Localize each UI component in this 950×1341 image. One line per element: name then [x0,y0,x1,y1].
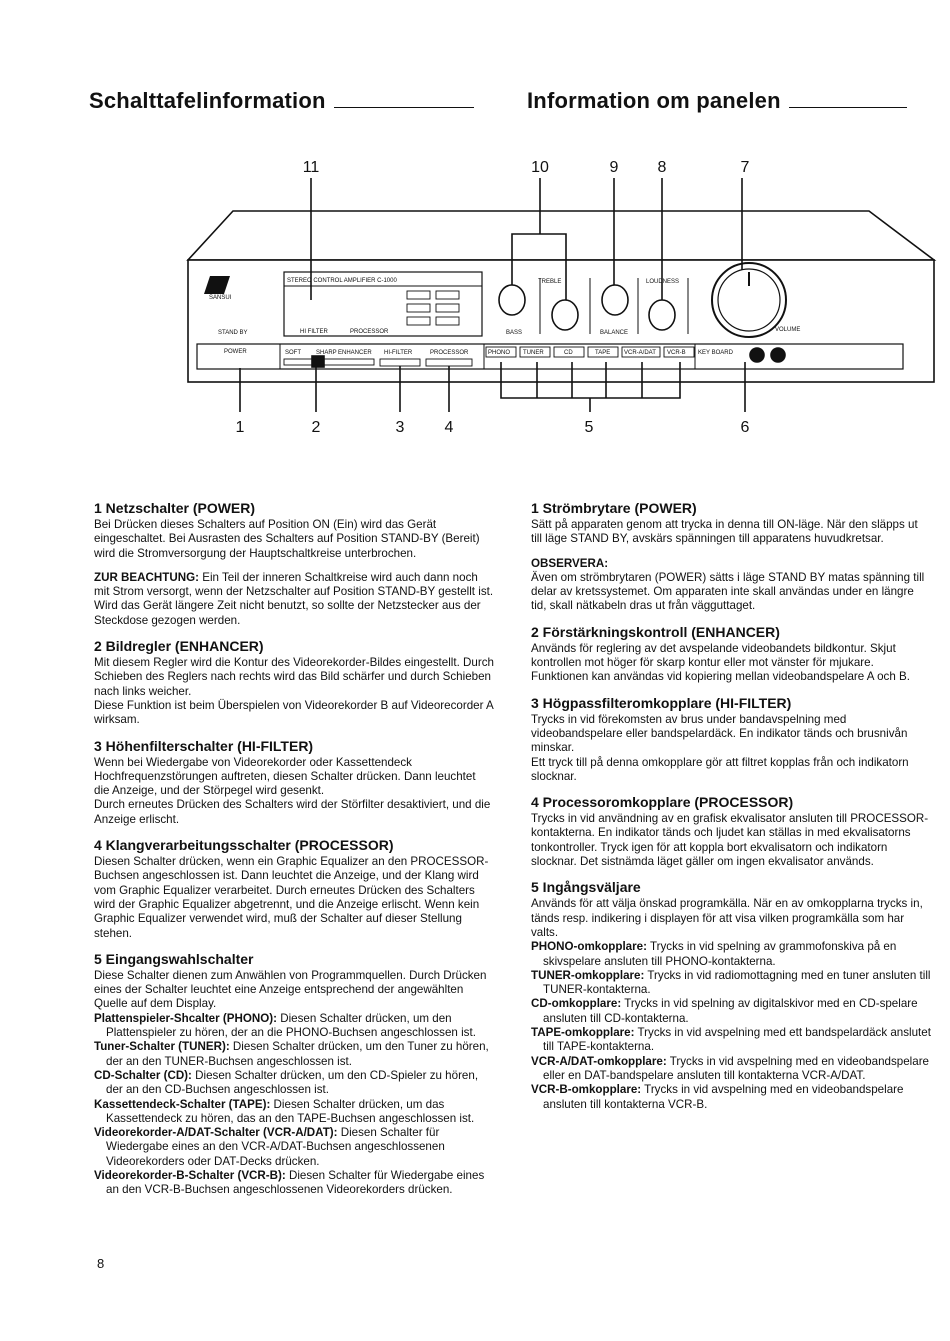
label-cd: CD [564,350,573,356]
label-brand: SANSUI [209,295,232,301]
section-hifilter-sv [531,695,931,784]
label-keyboard: KEY BOARD [698,350,733,356]
note-paragraph [94,571,494,628]
list-item: Kassettendeck-Schalter (TAPE): Diesen Schalter drücken, um das Kassettendeck zu hören, das an den TAPE-Buchsen angeschlossen ist. [94,1097,475,1125]
callout-6: 6 [740,419,750,436]
heading-german [89,88,474,114]
section-input-de [94,951,494,1198]
section-processor-de [94,837,494,941]
section-body: Diese Schalter dienen zum Anwählen von Programmquellen. Durch Drücken eines der Schalter leuchtet eine Anzeige entsprechend der angewählten Quelle auf dem Display. [94,968,487,1011]
callout-3: 3 [395,419,405,436]
callout-2: 2 [311,419,321,436]
list-item: VCR-A/DAT-omkopplare: Trycks in vid avspelning med en videobandspelare eller en DAT-bandspelare ansluten till kontakterna VCR-A/DAT. [531,1054,930,1082]
section-title: 1 Netzschalter (POWER) [94,500,256,516]
note-text: Ein Teil der inneren Schaltkreise wird auch dann noch mit Strom versorgt, wenn der Netzschalter auf Position STAND-BY gestellt ist. Wird das Gerät längere Zeit nicht benutzt, so sollte der Netzstecker aus der Steckdose gezogen werden. [94,570,494,627]
list-item: TAPE-omkopplare: Trycks in vid avspelning med ett bandspelardäck anslutet till TAPE-kontakterna. [531,1026,931,1054]
section-title: 2 Förstärkningskontroll (ENHANCER) [531,623,780,640]
label-phono: PHONO [488,350,511,356]
list-item: CD-omkopplare: Trycks in vid spelning av digitalskivor med en CD-spelare ansluten till CD-kontakterna. [531,997,918,1025]
section-title: 4 Processoromkopplare (PROCESSOR) [531,794,794,811]
note-label: OBSERVERA: [531,556,609,570]
label-hifilter: HI-FILTER [384,350,413,356]
section-title: 1 Strömbrytare (POWER) [531,500,697,516]
callout-9: 9 [609,159,619,176]
callout-5: 5 [584,419,594,436]
label-enhancer: ENHANCER [338,350,372,356]
label-model: STEREO CONTROL AMPLIFIER C-1000 [287,278,397,284]
section-enhancer-sv [531,624,931,685]
section-title: 2 Bildregler (ENHANCER) [94,638,264,655]
callout-4: 4 [444,419,454,436]
label-tuner: TUNER [523,350,544,356]
label-hifilter-ind: HI FILTER [300,329,328,335]
callout-10: 10 [531,159,549,176]
label-power: POWER [224,349,247,355]
german-column [94,500,494,1208]
callout-7: 7 [740,159,750,176]
section-hifilter-de [94,738,494,827]
list-item: Plattenspieler-Shcalter (PHONO): Diesen Schalter drücken, um den Plattenspieler zu hören, der an die PHONO-Buchsen angeschlossen ist. [94,1011,476,1040]
label-balance: BALANCE [600,330,629,336]
section-body: Används för att välja önskad programkälla. När en av omkopplarna trycks in, tänds resp. indikering i displayen för att visa vilken programkälla som har valts. [531,897,923,939]
section-title: 5 Ingångsväljare [531,879,641,896]
label-bass: BASS [506,330,523,336]
section-body: Wenn bei Wiedergabe von Videorekorder oder Kassettendeck Hochfrequenzstörungen auftreten, diesen Schalter drücken. Dann leuchtet die Anzeige, und der Störpegel wird gesenkt. [94,755,476,798]
list-item: VCR-B-omkopplare: Trycks in vid avspelning med en videobandspelare ansluten till kontakterna VCR-B. [531,1083,904,1111]
section-body: Diese Funktion ist beim Überspielen von Videorekorder B auf Videorecorder A wirksam. [94,698,494,727]
page-number: 8 [97,1256,105,1271]
label-vcra: VCR-A/DAT [624,350,656,356]
section-processor-sv [531,794,931,869]
section-title: 3 Höhenfilterschalter (HI-FILTER) [94,737,314,754]
front-panel-diagram [0,140,950,440]
heading-swedish [527,88,907,114]
list-item: Videorekorder-B-Schalter (VCR-B): Diesen Schalter für Wiedergabe eines an den VCR-B-Buchsen angeschlossenen Videorekorders drücken. [94,1168,485,1197]
label-processor: PROCESSOR [430,350,469,356]
section-body: Trycks in vid förekomsten av brus under bandavspelning med videobandspelare eller bandspelardäck. En indikator tänds och brusnivån minskar. [531,712,908,755]
section-body: Bei Drücken dieses Schalters auf Position ON (Ein) wird das Gerät eingeschaltet. Bei Ausrasten des Schalters auf Position STAND-BY (Bereit) wird die Stromversorgung der Hauptschaltkreise unterbrochen. [94,518,480,560]
section-enhancer-de [94,638,494,727]
heading-swedish-text: Information om panelen [527,88,781,113]
heading-rule [334,107,474,108]
label-volume: VOLUME [775,327,801,333]
list-item: Videorekorder-A/DAT-Schalter (VCR-A/DAT): Diesen Schalter für Wiedergabe eines an den VCR-A/DAT-Buchsen angeschlossenen Videorekorders oder DAT-Decks drücken. [94,1126,445,1168]
section-body: Funktionen kan användas vid kopiering mellan videobandspelare A och B. [531,670,910,684]
label-treble: TREBLE [538,279,562,285]
section-input-sv [531,879,931,1111]
section-title: 3 Högpassfilteromkopplare (HI-FILTER) [531,694,792,711]
heading-german-text: Schalttafelinformation [89,88,326,113]
label-tape: TAPE [595,350,611,356]
list-item: CD-Schalter (CD): Diesen Schalter drücken, um den CD-Spieler zu hören, der an den CD-Buchsen angeschlossen ist. [94,1068,479,1097]
panel-top [188,211,934,260]
section-power-sv [531,500,931,547]
section-body: Används för reglering av det avspelande videobandets bildkontur. Skjut kontrollen mot höger för skarp kontur eller mot vänster för mjukare. [531,641,896,670]
section-body: Durch erneutes Drücken des Schalters wird der Störfilter desaktiviert, und die Anzeige erlischt. [94,798,491,826]
section-title: 5 Eingangswahlschalter [94,950,254,967]
section-body: Diesen Schalter drücken, wenn ein Graphic Equalizer an den PROCESSOR-Buchsen angeschlossen ist. Dann leuchtet die Anzeige, und der Klang wird vom Graphic Equalizer verarbeitet. Durch erneutes Drücken des Schalters wird der Graphic Equalizer abgetrennt, und die Anzeige erlischt. Wenn kein Graphic Equalizer verwendet wird, muß der Schalter auf dieser Stellung stehen. [94,855,489,940]
callout-1: 1 [235,419,245,436]
label-soft: SOFT [285,350,301,356]
label-vcrb: VCR-B [667,350,686,356]
callout-8: 8 [657,159,667,176]
heading-rule [789,107,907,108]
section-power-de [94,500,494,561]
note-de [94,571,494,628]
section-body: Ett tryck till på denna omkopplare gör att filtret kopplas från och indikatorn slocknar. [531,755,909,783]
section-body: Mit diesem Regler wird die Kontur des Videorekorder-Bildes eingestellt. Durch Schieben des Reglers nach rechts wird das Bild schärfer und durch Schieben nach links weicher. [94,656,494,698]
callout-11: 11 [302,159,320,176]
section-body: Trycks in vid användning av en grafisk ekvalisator ansluten till PROCESSOR-kontakterna. En indikator tänds och ljudet kan ställas in med ekvalisatorns tonkontroller. Tryck igen för att koppla bort ekvalisatorn och indikatorn slocknar. Det sistnämda läget gäller om ingen ekvalisator används. [531,812,929,869]
section-body: Sätt på apparaten genom att trycka in denna till ON-läge. När den släpps ut till läge STAND BY, avskärs spänningen till apparatens huvudkretsar. [531,518,918,546]
note-text: Även om strömbrytaren (POWER) sätts i läge STAND BY matas spänning till delar av kretssystemet. Om apparaten inte skall användas under en längre tid, skall nätkabeln dras ut från vägguttaget. [531,570,925,613]
note-sv [531,557,931,614]
section-title: 4 Klangverarbeitungsschalter (PROCESSOR) [94,837,394,854]
label-processor-ind: PROCESSOR [350,329,389,335]
list-item: Tuner-Schalter (TUNER): Diesen Schalter drücken, um den Tuner zu hören, der an den TUNER-Buchsen angeschlossen ist. [94,1040,489,1068]
swedish-column [531,500,931,1122]
list-item: TUNER-omkopplare: Trycks in vid radiomottagning med en tuner ansluten till TUNER-kontakterna. [531,968,931,997]
label-standby: STAND BY [218,330,248,336]
note-label: ZUR BEACHTUNG: [94,570,199,584]
list-item: PHONO-omkopplare: Trycks in vid spelning av grammofonskiva på en skivspelare ansluten till PHONO-kontakterna. [531,940,897,968]
label-sharp: SHARP [316,350,337,356]
label-loudness: LOUDNESS [646,279,680,285]
